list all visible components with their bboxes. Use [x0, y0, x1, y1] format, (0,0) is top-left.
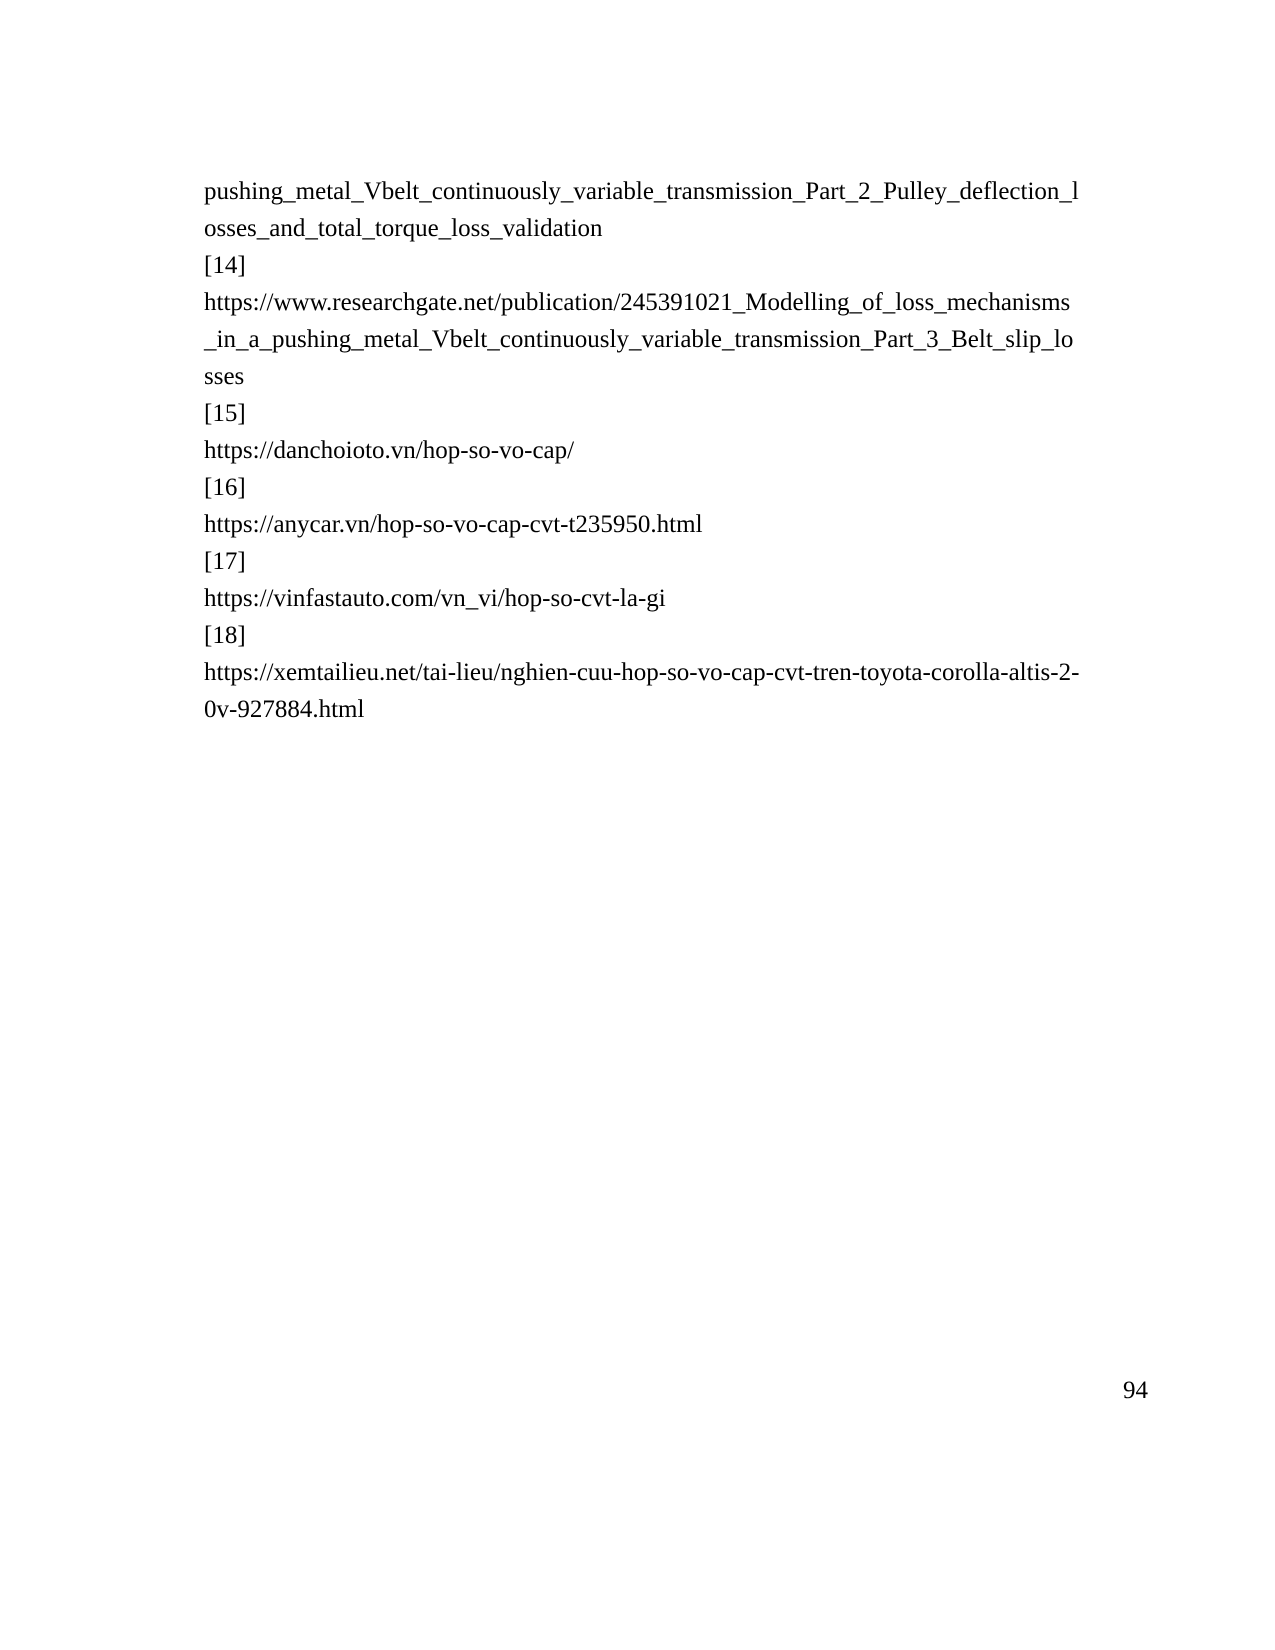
reference-line: https://anycar.vn/hop-so-vo-cap-cvt-t235950.html	[204, 511, 703, 538]
reference-line: https://vinfastauto.com/vn_vi/hop-so-cvt-la-gi	[204, 585, 666, 612]
reference-line: https://www.researchgate.net/publication/245391021_Modelling_of_loss_mechanisms	[204, 289, 1071, 316]
reference-line: _in_a_pushing_metal_Vbelt_continuously_variable_transmission_Part_3_Belt_slip_lo	[204, 326, 1074, 353]
reference-number: [14]	[204, 252, 246, 279]
reference-number: [15]	[204, 400, 246, 427]
reference-line: 0v-927884.html	[204, 696, 365, 723]
reference-line: https://xemtailieu.net/tai-lieu/nghien-cuu-hop-so-vo-cap-cvt-tren-toyota-corolla-altis-2-	[204, 659, 1080, 686]
reference-line: osses_and_total_torque_loss_validation	[204, 215, 603, 242]
page-number: 94	[1123, 1377, 1148, 1404]
reference-line: sses	[204, 363, 245, 390]
references-list	[204, 173, 1154, 728]
reference-line: pushing_metal_Vbelt_continuously_variable_transmission_Part_2_Pulley_deflection_l	[204, 178, 1079, 205]
reference-number: [17]	[204, 548, 246, 575]
reference-line: https://danchoioto.vn/hop-so-vo-cap/	[204, 437, 575, 464]
reference-number: [18]	[204, 622, 246, 649]
reference-number: [16]	[204, 474, 246, 501]
